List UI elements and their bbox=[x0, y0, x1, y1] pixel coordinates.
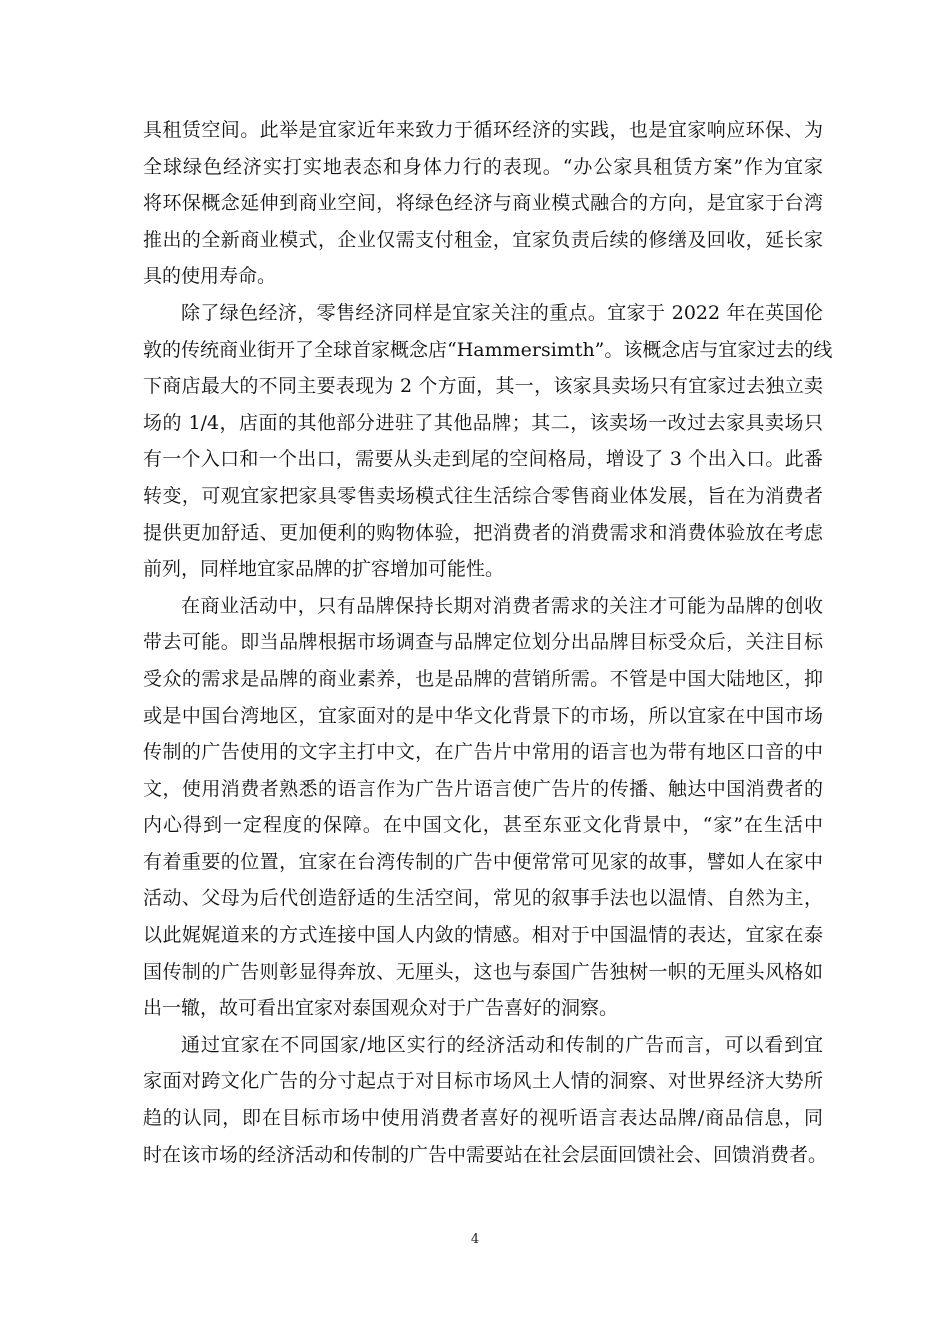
paragraph bbox=[143, 1027, 828, 1173]
text-line: 具租赁空间。此举是宜家近年来致力于循环经济的实践，也是宜家响应环保、为 bbox=[143, 119, 823, 141]
text-line: 以此娓娓道来的方式连接中国人内敛的情感。相对于中国温情的表达，宜家在泰 bbox=[143, 924, 823, 947]
text-line: 带去可能。即当品牌根据市场调查与品牌定位划分出品牌目标受众后，关注目标 bbox=[143, 631, 823, 654]
text-line: 趋的认同，即在目标市场中使用消费者喜好的视听语言表达品牌/商品信息，同 bbox=[143, 1107, 823, 1130]
paragraph bbox=[143, 588, 823, 1027]
text-line: 或是中国台湾地区，宜家面对的是中华文化背景下的市场，所以宜家在中国市场 bbox=[143, 704, 823, 727]
text-line: 敦的传统商业街开了全球首家概念店“Hammersimth”。该概念店与宜家过去的线 bbox=[143, 338, 833, 361]
text-line: 通过宜家在不同国家/地区实行的经济活动和传制的广告而言，可以看到宜 bbox=[181, 1033, 823, 1056]
text-line: 活动、父母为后代创造舒适的生活空间，常见的叙事手法也以温情、自然为主， bbox=[143, 887, 823, 910]
text-line: 有着重要的位置，宜家在台湾传制的广告中便常常可见家的故事，譬如人在家中 bbox=[143, 850, 823, 873]
text-line: 转变，可观宜家把家具零售卖场模式往生活综合零售商业体发展，旨在为消费者 bbox=[143, 484, 823, 507]
text-line: 家面对跨文化广告的分寸起点于对目标市场风土人情的洞察、对世界经济大势所 bbox=[143, 1070, 823, 1093]
text-line: 全球绿色经济实打实地表态和身体力行的表现。“办公家具租赁方案”作为宜家 bbox=[143, 155, 823, 178]
text-line: 提供更加舒适、更加便利的购物体验，把消费者的消费需求和消费体验放在考虑 bbox=[143, 521, 823, 544]
text-line: 除了绿色经济，零售经济同样是宜家关注的重点。宜家于 2022 年在英国伦 bbox=[181, 301, 823, 324]
text-line: 国传制的广告则彰显得奔放、无厘头，这也与泰国广告独树一帜的无厘头风格如 bbox=[143, 960, 823, 983]
text-line: 场的 1/4，店面的其他部分进驻了其他品牌；其二，该卖场一改过去家具卖场只 bbox=[143, 411, 823, 434]
text-line: 具的使用寿命。 bbox=[143, 265, 277, 288]
text-line: 文，使用消费者熟悉的语言作为广告片语言使广告片的传播、触达中国消费者的 bbox=[143, 777, 823, 800]
text-line: 受众的需求是品牌的商业素养，也是品牌的营销所需。不管是中国大陆地区，抑 bbox=[143, 667, 823, 690]
text-line: 传制的广告使用的文字主打中文，在广告片中常用的语言也为带有地区口音的中 bbox=[143, 741, 823, 764]
text-line: 有一个入口和一个出口，需要从头走到尾的空间格局，增设了 3 个出入口。此番 bbox=[143, 448, 823, 471]
text-line: 出一辙，故可看出宜家对泰国观众对于广告喜好的洞察。 bbox=[143, 997, 619, 1020]
page-number: 4 bbox=[470, 1232, 480, 1247]
text-line: 将环保概念延伸到商业空间，将绿色经济与商业模式融合的方向，是宜家于台湾 bbox=[143, 192, 823, 215]
document-body bbox=[143, 112, 833, 1173]
paragraph bbox=[143, 295, 833, 588]
text-line: 在商业活动中，只有品牌保持长期对消费者需求的关注才可能为品牌的创收 bbox=[181, 594, 823, 617]
paragraph bbox=[143, 112, 823, 295]
text-line: 内心得到一定程度的保障。在中国文化，甚至东亚文化背景中，“家”在生活中 bbox=[143, 814, 823, 837]
text-line: 推出的全新商业模式，企业仅需支付租金，宜家负责后续的修缮及回收，延长家 bbox=[143, 228, 823, 251]
text-line: 时在该市场的经济活动和传制的广告中需要站在社会层面回馈社会、回馈消费者。 bbox=[143, 1143, 828, 1166]
text-line: 前列，同样地宜家品牌的扩容增加可能性。 bbox=[143, 558, 505, 581]
text-line: 下商店最大的不同主要表现为 2 个方面，其一，该家具卖场只有宜家过去独立卖 bbox=[143, 375, 823, 398]
